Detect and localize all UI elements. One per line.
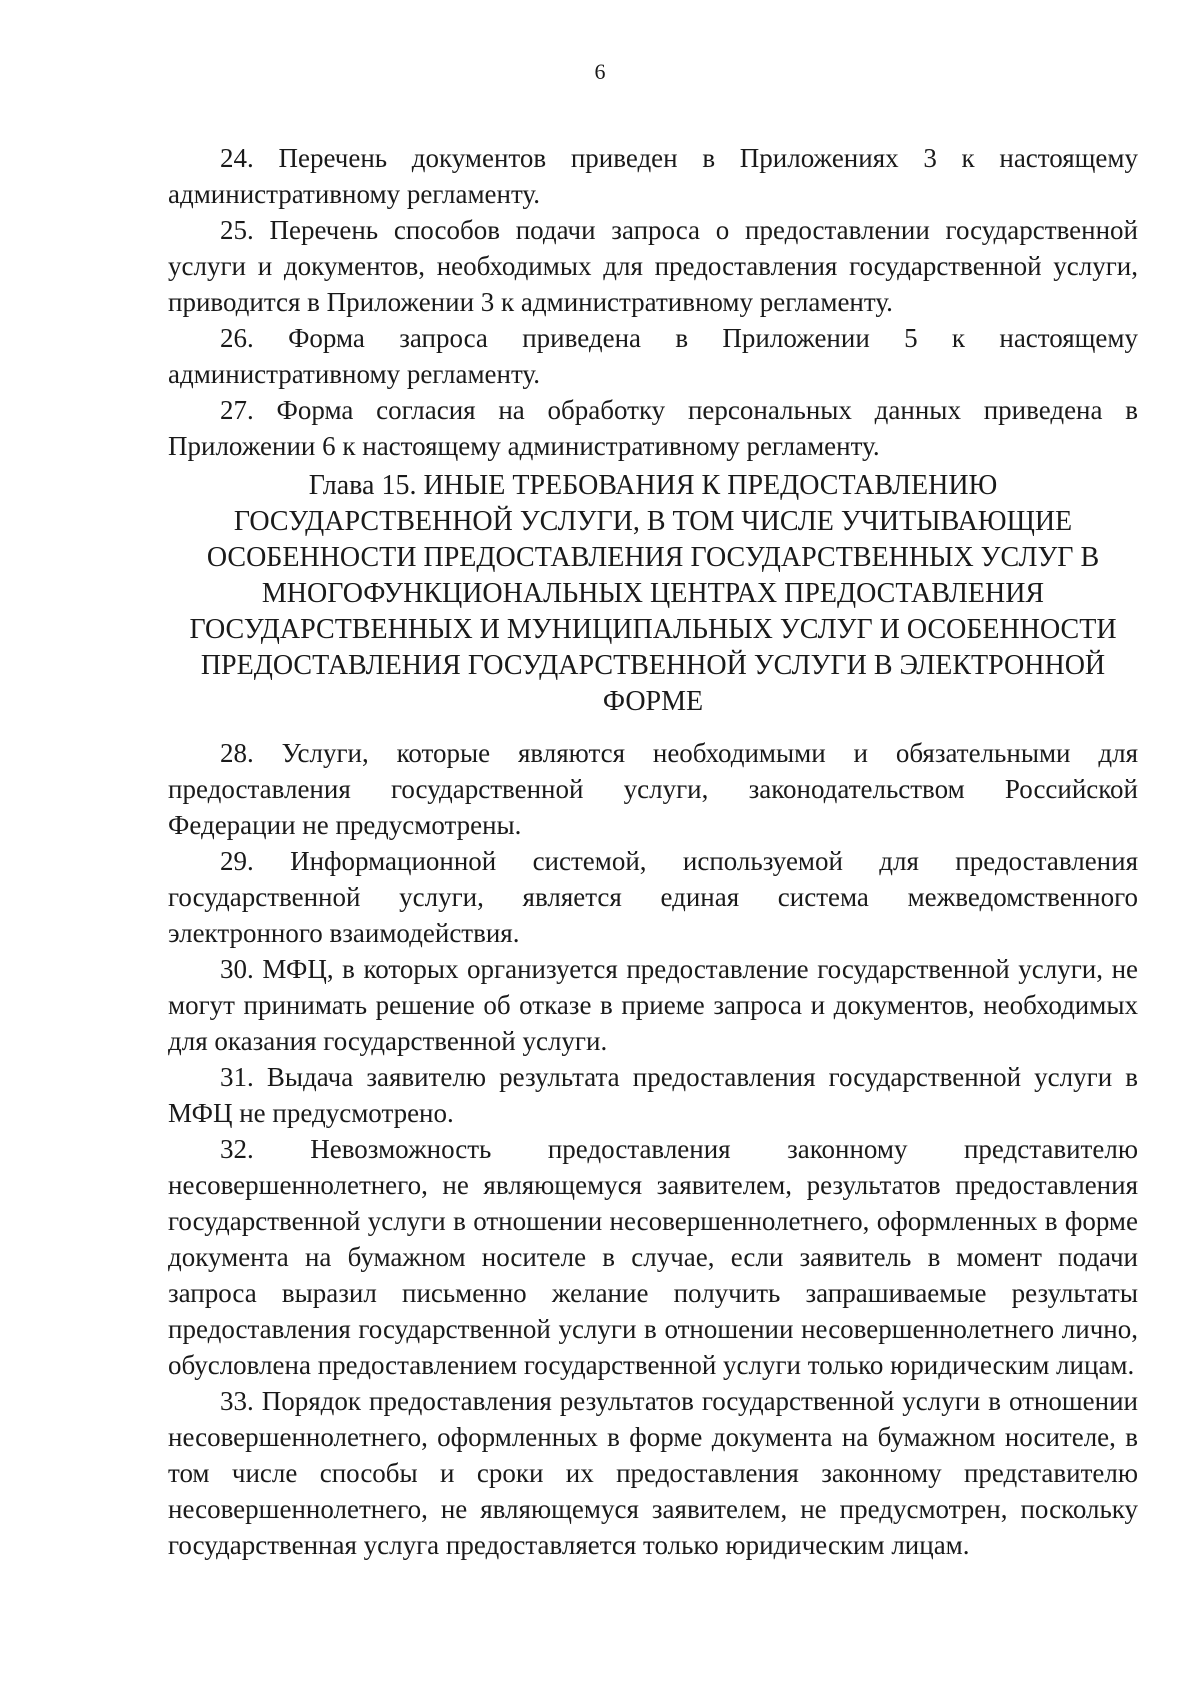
paragraph-25: 25. Перечень способов подачи запроса о предоставлении государственной услуги и документов, необходимых для предоставления государственной услуги, приводится в Приложении 3 к административному регламенту. — [168, 215, 1138, 317]
paragraph-29: 29. Информационной системой, используемой для предоставления государственной услуги, является единая система межведомственного электронного взаимодействия. — [168, 846, 1138, 948]
chapter-heading: Глава 15. ИНЫЕ ТРЕБОВАНИЯ К ПРЕДОСТАВЛЕНИЮ ГОСУДАРСТВЕННОЙ УСЛУГИ, В ТОМ ЧИСЛЕ УЧИТЫВАЮЩИЕ ОСОБЕННОСТИ ПРЕДОСТАВЛЕНИЯ ГОСУДАРСТВЕННЫХ УСЛУГ В МНОГОФУНКЦИОНАЛЬНЫХ ЦЕНТРАХ ПРЕДОСТАВЛЕНИЯ ГОСУДАРСТВЕННЫХ И МУНИЦИПАЛЬНЫХ УСЛУГ И ОСОБЕННОСТИ ПРЕДОСТАВЛЕНИЯ ГОСУДАРСТВЕННОЙ УСЛУГИ В ЭЛЕКТРОННОЙ ФОРМЕ — [189, 470, 1117, 717]
paragraph-24: 24. Перечень документов приведен в Приложениях 3 к настоящему административному регламенту. — [168, 143, 1138, 209]
paragraphs-block-bottom — [168, 735, 1138, 1563]
paragraph-26: 26. Форма запроса приведена в Приложении 5 к настоящему административному регламенту. — [168, 323, 1138, 389]
paragraph-27: 27. Форма согласия на обработку персональных данных приведена в Приложении 6 к настоящему административному регламенту. — [168, 395, 1138, 461]
paragraph-33: 33. Порядок предоставления результатов государственной услуги в отношении несовершеннолетнего, оформленных в форме документа на бумажном носителе, в том числе способы и сроки их предоставления законному представителю несовершеннолетнего, не являющемуся заявителем, не предусмотрен, поскольку государственная услуга предоставляется только юридическим лицам. — [168, 1386, 1138, 1560]
paragraph-31: 31. Выдача заявителю результата предоставления государственной услуги в МФЦ не предусмотрено. — [168, 1062, 1138, 1128]
paragraph-32: 32. Невозможность предоставления законному представителю несовершеннолетнего, не являющемуся заявителем, результатов предоставления государственной услуги в отношении несовершеннолетнего, оформленных в форме документа на бумажном носителе в случае, если заявитель в момент подачи запроса выразил письменно желание получить запрашиваемые результаты предоставления государственной услуги в отношении несовершеннолетнего лично, обусловлена предоставлением государственной услуги только юридическим лицам. — [168, 1134, 1138, 1380]
page-number: 6 — [594, 59, 606, 84]
paragraph-30: 30. МФЦ, в которых организуется предоставление государственной услуги, не могут принимать решение об отказе в приеме запроса и документов, необходимых для оказания государственной услуги. — [168, 954, 1138, 1056]
paragraph-28: 28. Услуги, которые являются необходимыми и обязательными для предоставления государственной услуги, законодательством Российской Федерации не предусмотрены. — [168, 738, 1138, 840]
paragraphs-block-top — [168, 140, 1138, 464]
